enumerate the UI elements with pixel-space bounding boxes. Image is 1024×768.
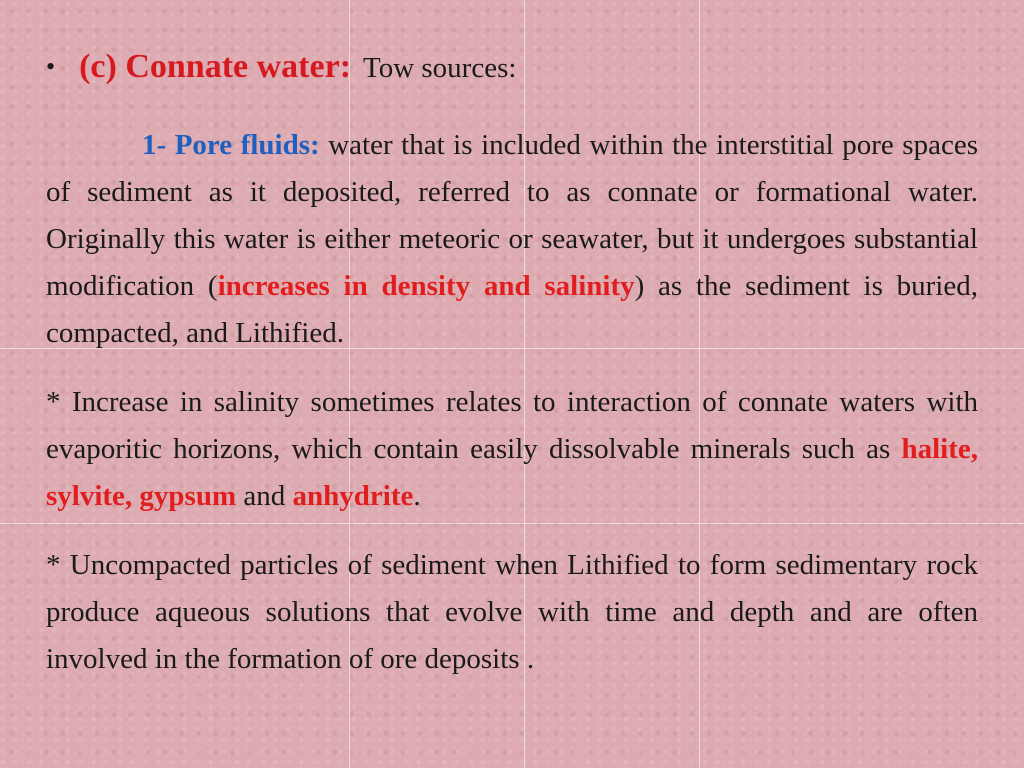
paragraph-pore-fluids [46, 122, 978, 357]
paragraph-text: water that is included within the interstitial pore spaces of sediment as it deposited, referred to as connate or formational water. Originally this water is either meteoric or seawater, but it undergoes substantial modification ( [46, 129, 978, 302]
heading-subtitle: Tow sources: [363, 52, 517, 84]
heading-label: (c) Connate water: [79, 48, 352, 85]
paragraph-text: . [413, 480, 421, 512]
slide-heading [46, 48, 978, 100]
paragraph-uncompacted: * Uncompacted particles of sediment when Lithified to form sedimentary rock produce aqueous solutions that evolve with time and depth and are often involved in the formation of ore deposits . [46, 549, 978, 675]
bullet-icon: • [46, 52, 56, 81]
paragraph-text: ) as the sediment is buried, compacted, and Lithified. [46, 270, 978, 349]
highlight-density-salinity: increases in density and salinity [217, 270, 635, 302]
term-pore-fluids: 1- Pore fluids: [142, 129, 320, 161]
highlight-anhydrite: anhydrite [292, 480, 414, 512]
paragraph-salinity [46, 379, 978, 520]
paragraph-text: * Increase in salinity sometimes relates to interaction of connate waters with evaporitic horizons, which contain easily dissolvable minerals such as [46, 386, 978, 465]
highlight-minerals: halite, sylvite, gypsum [46, 433, 978, 512]
slide-content [46, 48, 978, 683]
paragraph-text: and [236, 480, 293, 512]
